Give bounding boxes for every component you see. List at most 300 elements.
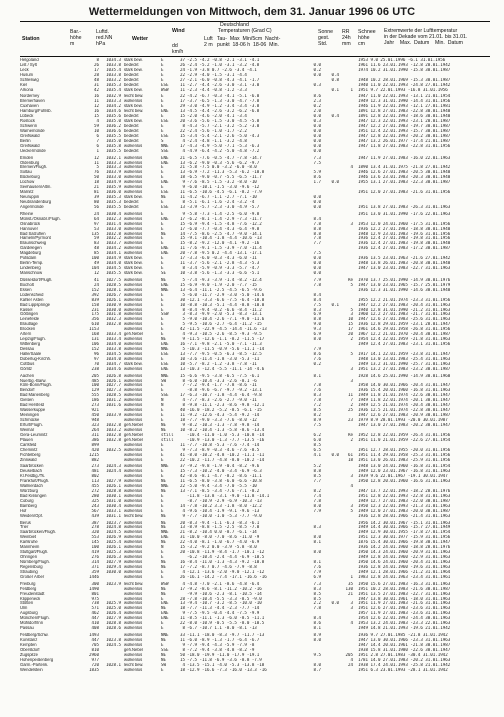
- pressure-value: [99, 668, 123, 673]
- table-row: [20, 205, 490, 210]
- extreme-values: 1936 12.5 21.01.1974 -22.8 30.01.1947: [358, 408, 451, 413]
- extreme-values: 1947 13.0 27.01.1983 -20.2 30.01.1947: [358, 422, 451, 427]
- weather-text: wolkenlos: [124, 282, 143, 287]
- pressure-value: 1035.3: [106, 195, 121, 200]
- pressure-value: 1035.8: [106, 143, 121, 148]
- temperature-values: -6.9 -7.2 -11.3 -5.3 -6.2 -10.8: [187, 170, 265, 175]
- station-height: 273: [91, 403, 99, 408]
- weather-text: wolkenlos: [124, 464, 143, 469]
- station-height: 1: [96, 148, 99, 153]
- weather-text: bedeckt: [124, 72, 139, 77]
- wind-direction: E: [161, 124, 164, 129]
- snow-depth: 5: [350, 351, 353, 356]
- station-height: 4: [96, 119, 99, 124]
- station-height: 6: [96, 133, 99, 138]
- temperature-values: -9.4 -10.7 -3.2 -8.5 -10.0 -10: [187, 601, 262, 606]
- temperature-values: -4.2 -6.7 -1.1 -2.7 -7.1 -10: [187, 195, 257, 200]
- wind-speed: 21: [180, 165, 185, 170]
- pressure-value: 1034.0: [106, 356, 121, 361]
- station-name: Kiel: [20, 82, 27, 87]
- weather-text: geh.Nebel: [124, 332, 143, 337]
- station-name: Arkona: [20, 87, 34, 92]
- weather-text: wolkenlos: [124, 550, 143, 555]
- sunshine-hours: 8.3: [313, 393, 321, 398]
- weather-text: wolkenlos: [124, 452, 143, 457]
- weather-text: wolkenlos: [124, 190, 143, 195]
- weather-text: wolkenlos: [124, 616, 143, 621]
- wind-speed: 9: [182, 611, 185, 616]
- sunshine-hours: 8.4: [313, 216, 321, 221]
- snow-depth: 21: [348, 591, 353, 596]
- sunshine-hours: 7.7: [313, 241, 321, 246]
- temperature-values: -8.2 -9.2 -12.0 -4.1 -9.2 -16: [187, 241, 260, 246]
- wind-speed: 22: [180, 484, 185, 489]
- station-name: Dessau: [20, 347, 35, 351]
- sunshine-hours: 8.3: [313, 586, 321, 591]
- pressure-value: 1026.1: [106, 545, 121, 550]
- extreme-values: 1917 14.1 22.01.1959 -23.8 31.01.1947: [358, 351, 451, 356]
- pressure-value: 1033.9: [106, 413, 121, 418]
- station-height: 41: [94, 277, 99, 282]
- station-name: Garm.-Partenk.: [20, 662, 49, 667]
- station-height: 16: [94, 109, 99, 114]
- extreme-values: 1938 17.4 24.01.1993 -25.8 21.01.1942: [358, 662, 451, 667]
- sunshine-hours: 8.5: [313, 596, 321, 601]
- extreme-values: 1954 12.4 22.01.1959 -21.8 31.01.1963: [358, 337, 451, 342]
- table-row: [20, 575, 490, 580]
- weather-text: wolkenlos: [124, 508, 143, 513]
- wind-direction: E: [161, 236, 164, 241]
- extreme-values: 1958 14.0 30.01.1966 -20.4 31.01.1947: [358, 383, 451, 388]
- pressure-value: 1034.3: [106, 58, 121, 62]
- wind-speed: 11: [180, 246, 185, 251]
- weather-text: stark bew.: [124, 119, 143, 124]
- extreme-values: 1948 13.0 24.01.1960 -16.8 31.01.1954: [358, 464, 451, 469]
- weather-text: stark bew.: [124, 271, 143, 276]
- weather-text: wolkenlos: [124, 596, 143, 601]
- wind-direction: ESE: [161, 361, 169, 366]
- pressure-value: 1033.3: [106, 165, 121, 170]
- extreme-values: 1951 13.5 27.01.1983 -22.7 31.01.1963: [358, 591, 451, 596]
- pressure-value: 1028.1: [106, 662, 121, 667]
- temperature-values: -6.2 -8.1 -1.4 -2.9 -7.3 -11.7: [187, 216, 262, 221]
- temperature-values: -2.4 -5.2 -1.0 -3.1 -3.2 -4.8: [187, 62, 260, 67]
- sunshine-hours: 8.0: [313, 337, 321, 342]
- station-name: Göttingen: [20, 312, 38, 317]
- wind-direction: NE: [161, 479, 166, 484]
- wind-direction: E: [161, 388, 164, 393]
- weather-text: wolkenlos: [124, 637, 143, 642]
- pressure-value: 1034.9: [106, 180, 121, 185]
- sunshine-hours: 6.5: [313, 447, 321, 452]
- weather-text: wolkenlos: [124, 231, 143, 236]
- station-name: Köln-Bonn/Flugh.: [20, 383, 52, 388]
- temperature-values: -6.3 -10.7 -1.8 -4.4 -6.4 -9.8: [187, 393, 262, 398]
- station-height: 276: [91, 555, 99, 560]
- station-height: 738: [91, 601, 99, 606]
- precipitation-value: 0.8: [331, 77, 339, 82]
- extreme-values: 1951 13.0 31.01.1990 -17.6 22.01.1963: [358, 211, 451, 216]
- snow-depth: 205: [345, 652, 353, 657]
- sunshine-hours: 0.0: [313, 256, 321, 261]
- temperature-values: -6.9 -9.4 -1.5 -4.8 -7.6 -12.2: [187, 221, 262, 226]
- wind-speed: 8: [182, 403, 185, 408]
- weather-text: wolkenlos: [124, 484, 143, 489]
- station-height: 168: [91, 332, 99, 337]
- temperature-values: -7.8 -10.2 3.3 -1.8 -8.0 -12.2: [187, 503, 262, 508]
- wind-speed: 41: [180, 452, 185, 457]
- temperature-values: -16.0 -18.2 -5.2 -8.5 -6.1 -15: [187, 408, 262, 413]
- sunshine-hours: 7.7: [313, 479, 321, 484]
- temperature-values: -7.6 -9.1 -1.5 -3.9 -7.0 -11.4: [187, 246, 262, 251]
- weather-text: wolkenlos: [124, 626, 143, 631]
- pressure-value: 1030.4: [106, 503, 121, 508]
- wind-speed: 4: [182, 662, 185, 667]
- pressure-value: 1033.2: [106, 77, 121, 82]
- weather-text: wolkenlos: [124, 560, 143, 565]
- station-name: Zinnwald: [20, 457, 37, 462]
- temperature-values: -8.7 -10.9 -2.9 -6.9 -10.3 -13: [187, 498, 262, 503]
- table-row: [20, 626, 490, 631]
- sunshine-hours: 8.3: [313, 307, 321, 312]
- wind-speed: 22: [180, 72, 185, 77]
- temperature-values: -4.0 -8.1 -1.0 -6.7 -4.0 -6.9: [187, 540, 260, 545]
- station-name: Passau: [20, 626, 34, 631]
- station-name: Kahler Asten: [20, 297, 44, 302]
- weather-text: wolkenlos: [124, 155, 143, 160]
- sunshine-hours: 6.9: [313, 312, 321, 317]
- snow-depth: 3: [350, 366, 353, 371]
- station-height: 104: [91, 266, 99, 271]
- wind-speed: 18: [180, 418, 185, 423]
- wind-speed: 17: [180, 393, 185, 398]
- header-wind-units: dd km/h: [172, 43, 184, 55]
- pressure-value: 1030.0: [106, 569, 121, 574]
- temperature-values: -6.0 -8.9 -1.3 -1.7 -6.4 -6.7: [187, 637, 260, 642]
- extreme-values: 1949 12.1 28.01.1966 -21.2 31.01.1964: [358, 569, 451, 574]
- wind-direction: NE: [161, 637, 166, 642]
- weather-text: stark bew.: [124, 361, 143, 366]
- sunshine-hours: 0.0: [313, 261, 321, 266]
- temperature-values: -8.4 -11.0 -1.3 -4.3 -9.2 -10.8: [187, 560, 265, 565]
- pressure-value: 1030.9: [106, 302, 121, 307]
- pressure-value: 1028.5: [106, 393, 121, 398]
- wind-speed: 16: [180, 342, 185, 347]
- weather-text: wolkenlos: [124, 388, 143, 393]
- station-name: Cottbus: [20, 361, 35, 366]
- snow-depth: 2: [350, 337, 353, 342]
- pressure-value: 1026.4: [106, 611, 121, 616]
- temperature-values: -7.7 -9.0 -3.3 -7.6 -8.0 -12: [187, 418, 257, 423]
- sunshine-hours: 7.8: [313, 398, 321, 403]
- station-height: 392: [91, 292, 99, 297]
- temperature-values: -2.3 -4.4 -0.8 -1.2 -3.3: [187, 87, 247, 92]
- snow-depth: 4: [350, 621, 353, 626]
- sunshine-hours: 0.0: [313, 138, 321, 143]
- station-height: 571: [91, 606, 99, 611]
- station-name: Trier: [20, 525, 29, 530]
- snow-depth: 25: [348, 408, 353, 413]
- extreme-values: [355, 271, 458, 276]
- wind-direction: E: [161, 667, 164, 672]
- wind-direction: E: [161, 332, 164, 337]
- temperature-values: -5.0 -9.4 -3.4 -7.0 -5.5 -10: [187, 484, 257, 489]
- temperature-values: -7.1 -8.5 -3.4 -7.6 -7.1 -8.2: [187, 489, 260, 494]
- station-height: 21: [94, 185, 99, 190]
- station-name: Neuruppin: [20, 195, 40, 200]
- station-name: Stuttgart/Flugh.: [20, 550, 49, 555]
- weather-text: wolkenlos: [124, 642, 143, 647]
- temperature-values: -8.2 -10.4 0.0 -8.7 -6.1 -14: [187, 530, 257, 535]
- extreme-values: 1948 13.8 26.01.1983 -20.8 30.01.1940: [358, 261, 451, 266]
- weather-text: wolkenlos: [124, 498, 143, 503]
- weather-text: wolkenlos: [124, 469, 143, 474]
- sunshine-hours: 7.5: [313, 251, 321, 256]
- extreme-values: 1947 12.2 27.01.1983 -19.7 30.01.1987: [358, 124, 451, 129]
- station-name: Bamberg: [20, 503, 37, 508]
- wind-speed: 10: [180, 356, 185, 361]
- table-row: [20, 514, 490, 519]
- weather-text: bedeckt: [124, 82, 139, 87]
- wind-direction: NNE: [161, 287, 169, 292]
- temperature-values: -6.0 -10.4 -3.3 -2.6 -8.1 -6: [187, 378, 257, 383]
- station-name: Artern: [20, 332, 32, 337]
- temperature-values: -5.1 -6.1 -1.6 -2.4 -3.2 -4: [187, 200, 255, 205]
- station-name: Leck: [20, 67, 29, 72]
- station-height: 50: [94, 175, 99, 180]
- temperature-values: -7.7 -9.5 -0.5 -6.3 -8.5 -12.5: [187, 351, 262, 356]
- extreme-values: 1951 11.9 27.01.1983 -21.6 31.01.1963: [358, 601, 451, 606]
- station-height: 948: [91, 418, 99, 423]
- temperature-values: -7.7 -10.8 -5.3 -7.6 -7.4 -14: [187, 442, 260, 447]
- extreme-values: 1891 12.8 22.01.1993 -18.6 30.01.1940: [358, 114, 451, 119]
- extreme-values: 1947 13.8 30.01.1961 -18.0 31.01.1963: [358, 596, 451, 601]
- wind-direction: N: [161, 403, 164, 408]
- temperature-values: -2.9 -4.0 -1.5 -3.1 -4.4: [187, 72, 247, 77]
- snow-depth: 11: [348, 393, 353, 398]
- sunshine-hours: 7.8: [313, 498, 321, 503]
- sunshine-hours: 7.8: [313, 221, 321, 226]
- pressure-value: 1032.8: [106, 432, 121, 437]
- sunshine-hours: [299, 88, 323, 93]
- wind-speed: 20: [180, 251, 185, 256]
- sunshine-hours: 8.9: [313, 632, 321, 637]
- temperature-values: -11.5 -12.6 -1.1 -8.2 -11.5 -17: [187, 337, 265, 342]
- sunshine-hours: 0.0: [313, 114, 321, 119]
- pressure-value: 1025.4: [106, 540, 121, 545]
- station-height: 311: [91, 432, 99, 437]
- wind-direction: NE: [161, 195, 166, 200]
- temperature-values: -4.3 -5.7 -2.1 -3.2 -5.2 -3.0: [187, 124, 260, 129]
- station-height: 24: [94, 282, 99, 287]
- weather-text: wolkenlos: [124, 555, 143, 560]
- wind-speed: 10: [180, 271, 185, 276]
- wind-speed: 10: [180, 361, 185, 366]
- station-name: Freudenstadt: [20, 591, 45, 596]
- pressure-value: 1035.0: [106, 119, 121, 124]
- temperature-values: -7.7 -11.3 -4.4 -2.3 -7.7 -14: [187, 606, 260, 611]
- wind-direction: ENE: [161, 160, 169, 165]
- temperature-values: -5.7 -8.2 -1.2 -3.8 -7.8 -11: [187, 361, 257, 366]
- temperature-values: -7.2 -8.7 0.7 -4.6 -7.9 -8.8: [187, 564, 257, 569]
- sunshine-hours: 8.0: [313, 550, 321, 555]
- pressure-value: 1035.0: [106, 138, 121, 143]
- pressure-value: 1025.9: [106, 601, 121, 606]
- snow-depth: 3: [350, 601, 353, 606]
- sunshine-hours: 0.0: [313, 143, 321, 148]
- station-name: Leinefelde: [20, 317, 40, 322]
- header-pressure: Luftd. red.NN hPa: [96, 29, 113, 47]
- station-height: 97: [94, 221, 99, 226]
- temperature-values: -6.5 -7.6 -0.5 -4.7 -7.8 -14.7: [187, 155, 262, 160]
- wind-direction: NE: [161, 337, 166, 342]
- station-name: Weiden/Opf.: [20, 513, 43, 518]
- weather-text: wolkenlos: [124, 535, 143, 540]
- pressure-value: 1035.6: [106, 114, 121, 119]
- wind-direction: E: [161, 555, 164, 560]
- temperature-values: -7.3 -8.9 -0.3 -4.6 -7.6 -8.5: [187, 447, 260, 452]
- sunshine-hours: 0.0: [313, 62, 321, 67]
- station-name: Brautlage: [20, 322, 38, 327]
- temperature-values: -9.2 -9.8 -1.9 -0.4 -8.2 -9.6: [187, 464, 260, 469]
- weather-text: wolkenlos: [124, 611, 143, 616]
- header-germany: Deutschland: [220, 22, 249, 28]
- weather-text: wolkenlos: [124, 413, 143, 418]
- wind-speed: 15: [180, 236, 185, 241]
- extreme-values: 1936 12.3 31.01.1990 -14.6 30.01.1940: [358, 287, 451, 292]
- wind-direction: E: [161, 621, 164, 626]
- wind-direction: ENE: [161, 180, 169, 185]
- pressure-value: 1030.1: [106, 493, 121, 498]
- weather-text: wolkenlos: [124, 574, 143, 579]
- pressure-value: 1026.8: [106, 373, 121, 378]
- wind-direction: SW: [161, 378, 166, 383]
- station-name: Oberstdorf: [20, 647, 40, 652]
- wind-direction: NE: [161, 560, 166, 565]
- extreme-values: 1951 12.8 22.01.1993 -22.8 31.01.1963: [358, 493, 451, 498]
- wind-direction: E: [161, 307, 164, 312]
- wind-speed: 9: [182, 447, 185, 452]
- wind-speed: 20: [180, 550, 185, 555]
- station-height: 205: [91, 373, 99, 378]
- station-height: 26: [94, 62, 99, 67]
- station-name: Großer Arber: [20, 574, 45, 579]
- extreme-values: 1950 12.8 20.01.1960 -16.6 31.01.1963: [358, 479, 451, 484]
- precipitation-value: 0.1: [331, 302, 339, 307]
- extreme-values: 1936 13.5 23.01.1963 -21.6 27.01.1942: [358, 256, 451, 261]
- header-temp-columns: Luft Tau- Max Min/5cm Nacht- 2 m punkt 18-06 h 18-06 Min.: [204, 36, 281, 48]
- wind-direction: NE: [161, 231, 166, 236]
- extreme-values: 1951 12.3 30.01.1977 -15.9 31.01.1956: [358, 535, 451, 540]
- sunshine-hours: 0.0: [313, 133, 321, 138]
- snow-depth: 24: [348, 662, 353, 667]
- station-name: Augsburg: [20, 611, 38, 616]
- station-height: 420: [91, 447, 99, 452]
- wind-speed: 37: [180, 464, 185, 469]
- wind-direction: E: [161, 383, 164, 388]
- station-table: [20, 58, 490, 672]
- snow-depth: 4: [350, 657, 353, 662]
- wind-direction: E: [161, 469, 164, 474]
- station-height: 1446: [89, 574, 99, 579]
- wind-direction: E: [161, 170, 164, 175]
- station-name: Kempten: [20, 642, 37, 647]
- pressure-value: 1031.2: [106, 398, 121, 403]
- weather-text: bedeckt: [124, 200, 139, 205]
- weather-text: wolkenlos: [124, 99, 143, 104]
- pressure-value: 1034.6: [106, 366, 121, 371]
- pressure-value: 1030.4: [106, 211, 121, 216]
- header-extremes: Extremwerte der Lufttemperatur in der Dekade vom 21.01. bis 31.01. Jahr Max. Datum Min. Datum: [384, 28, 468, 46]
- wind-direction: still: [161, 437, 174, 442]
- wind-direction: E: [161, 241, 164, 246]
- wind-speed: 18: [180, 175, 185, 180]
- sunshine-hours: 8.6: [313, 94, 321, 99]
- extreme-values: 1936 12.8 28.01.1966 -21.4 31.01.1963: [358, 513, 451, 518]
- extreme-values: 1949 14.4 30.01.1966 -15.7 27.01.1949: [358, 525, 451, 530]
- weather-text: wolkenlos: [124, 185, 143, 190]
- station-name: Kassel: [20, 307, 33, 312]
- station-height: 11: [94, 160, 99, 165]
- wind-speed: 42: [180, 327, 185, 332]
- wind-speed: 13: [180, 109, 185, 114]
- sunshine-hours: 8.4: [313, 616, 321, 621]
- temperature-values: -6.9 -9.0 -1.9 -2.0 -7.7 -15: [187, 282, 257, 287]
- wind-direction: S: [161, 138, 164, 143]
- wind-direction: E: [161, 104, 164, 109]
- temperature-values: -12.1 -13.6 -2.0 -9.0 -12.1 -12: [187, 569, 265, 574]
- temperature-values: -7.9 -9.4 -4.3 -5.9 -7.9 -8: [187, 642, 255, 647]
- temperature-values: -3.2 -9.2 0.0 -3.9 -5.8 -8.0: [187, 545, 257, 550]
- wind-direction: E: [161, 261, 164, 266]
- sunshine-hours: 0.0: [313, 148, 321, 153]
- extreme-values: 1947 11.0 22.01.1993 -13.1 21.01.1954: [358, 94, 451, 99]
- station-name: Hameln/Pyrmont: [20, 236, 51, 241]
- station-name: Frankfurt/Flugh.: [20, 479, 50, 484]
- sunshine-hours: [299, 458, 323, 463]
- wind-direction: ESE: [161, 204, 169, 209]
- temperature-values: -3.8 -5.6 -1.3 -3.3 -6.6 -5.1: [187, 271, 260, 276]
- station-name: Gera-Leumnitz: [20, 432, 48, 437]
- weather-text: bedeckt: [124, 124, 139, 129]
- weather-text: wolkenlos: [124, 569, 143, 574]
- extreme-values: 1948 13.0 23.01.1983 -25.4 31.01.1963: [358, 356, 451, 361]
- station-height: 31: [94, 82, 99, 87]
- wind-direction: NE: [161, 513, 166, 518]
- wind-speed: 9: [182, 185, 185, 190]
- sunshine-hours: 2.3: [313, 99, 321, 104]
- weather-text: geh.Nebel: [124, 437, 143, 442]
- weather-text: bedeckt: [124, 204, 139, 209]
- station-name: Ulm: [20, 606, 28, 611]
- temperature-values: -2.4 -5.6 -1.0 -1.7 -2.2: [187, 129, 247, 134]
- wind-speed: 13: [180, 489, 185, 494]
- station-name: Münst./Osnabr./Flugh.: [20, 216, 61, 221]
- wind-direction: NE: [161, 540, 166, 545]
- sunshine-hours: 9.3: [313, 327, 321, 332]
- temperature-values: -7.6 -8.5 -1.5 -3.2 -8.0 -10: [187, 180, 257, 185]
- wind-speed: 9: [182, 642, 185, 647]
- weather-text: wolkenlos: [124, 564, 143, 569]
- station-height: 8: [96, 58, 99, 62]
- wind-direction: still: [161, 432, 174, 437]
- wind-direction: NNE: [161, 484, 169, 489]
- temperature-values: -6.0 -10.1 -1.5 -3.0 -9.6 -12: [187, 185, 260, 190]
- extreme-values: 1949 13.2 31.01.1990 -25.7 31.01.1963: [358, 361, 451, 366]
- temperature-values: -8.2 -10.3 -1.3 -7.8 -9.8 -14: [187, 422, 260, 427]
- station-height: 49: [94, 261, 99, 266]
- station-name: Freiburg: [20, 581, 36, 586]
